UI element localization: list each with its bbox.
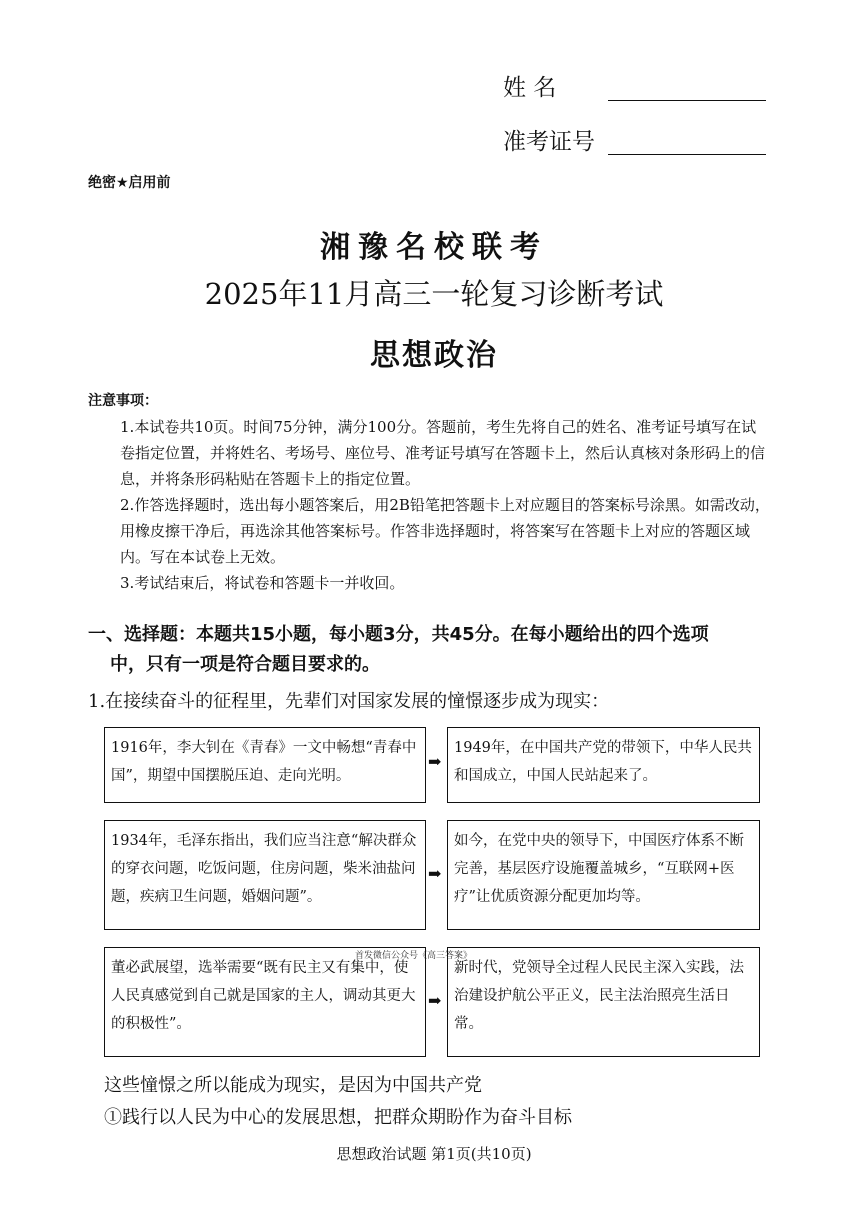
notice-text: 作答选择题时，选出每小题答案后，用2B铅笔把答题卡上对应题目的答案标号涂黑。如需改动，用橡皮擦干净后，再选涂其他答案标号。作答非选择题时，将答案写在答题卡上对应的答题区域内。写在本试卷上无效。	[120, 496, 770, 566]
timeline-box-left: 1934年，毛泽东指出，我们应当注意“解决群众的穿衣问题，吃饭问题，住房问题，柴米油盐问题，疾病卫生问题，婚姻问题”。	[104, 820, 426, 930]
notice-item	[120, 414, 770, 492]
timeline-box-right: 1949年，在中国共产党的带领下，中华人民共和国成立，中国人民站起来了。	[447, 727, 760, 803]
exam-subtitle: 2025年11月高三一轮复习诊断考试	[204, 277, 664, 311]
watermark-text: 首发微信公众号《高三答案》	[355, 951, 473, 961]
section-line-2: 中，只有一项是符合题目要求的。	[110, 654, 380, 675]
notice-heading: 注意事项：	[88, 393, 158, 409]
arrow-right-icon: ➡	[428, 752, 442, 771]
id-field-line[interactable]	[608, 154, 766, 155]
exam-title: 湘豫名校联考	[320, 230, 548, 265]
notice-item	[120, 570, 770, 596]
timeline-box-right: 新时代，党领导全过程人民民主深入实践，法治建设护航公平正义，民主法治照亮生活日常。	[447, 947, 760, 1057]
name-label: 姓 名	[503, 75, 557, 101]
id-label: 准考证号	[503, 129, 595, 155]
notice-num: 1.	[120, 418, 135, 436]
notice-text: 考试结束后，将试卷和答题卡一并收回。	[134, 574, 405, 592]
notice-text: 本试卷共10页。时间75分钟，满分100分。答题前，考生先将自己的姓名、准考证号填写在试卷指定位置，并将姓名、考场号、座位号、准考证号填写在答题卡上，然后认真核对条形码上的信息，并将条形码粘贴在答题卡上的指定位置。	[120, 418, 766, 488]
section-heading	[88, 620, 788, 680]
arrow-right-icon: ➡	[428, 864, 442, 883]
notice-item	[120, 492, 770, 570]
notice-num: 3.	[120, 574, 135, 592]
timeline-box-left: 董必武展望，选举需要“既有民主又有集中，使人民真感觉到自己就是国家的主人，调动其更大的积极性”。	[104, 947, 426, 1057]
question-1-conclusion: 这些憧憬之所以能成为现实，是因为中国共产党	[104, 1075, 482, 1096]
section-line-1: 一、选择题：本题共15小题，每小题3分，共45分。在每小题给出的四个选项	[88, 624, 709, 645]
secret-label: 绝密★启用前	[88, 175, 171, 191]
timeline-box-right: 如今，在党中央的领导下，中国医疗体系不断完善，基层医疗设施覆盖城乡，“互联网+医疗”让优质资源分配更加均等。	[447, 820, 760, 930]
page-footer: 思想政治试题 第1页(共10页)	[336, 1145, 532, 1163]
arrow-right-icon: ➡	[428, 991, 442, 1010]
notice-num: 2.	[120, 496, 135, 514]
question-1-option-1: ①践行以人民为中心的发展思想，把群众期盼作为奋斗目标	[104, 1107, 572, 1128]
notice-list	[120, 414, 770, 596]
name-field-line[interactable]	[608, 100, 766, 101]
subject-title: 思想政治	[370, 338, 498, 373]
question-1-stem: 1.在接续奋斗的征程里，先辈们对国家发展的憧憬逐步成为现实：	[88, 691, 610, 712]
timeline-box-left: 1916年，李大钊在《青春》一文中畅想“青春中国”，期望中国摆脱压迫、走向光明。	[104, 727, 426, 803]
